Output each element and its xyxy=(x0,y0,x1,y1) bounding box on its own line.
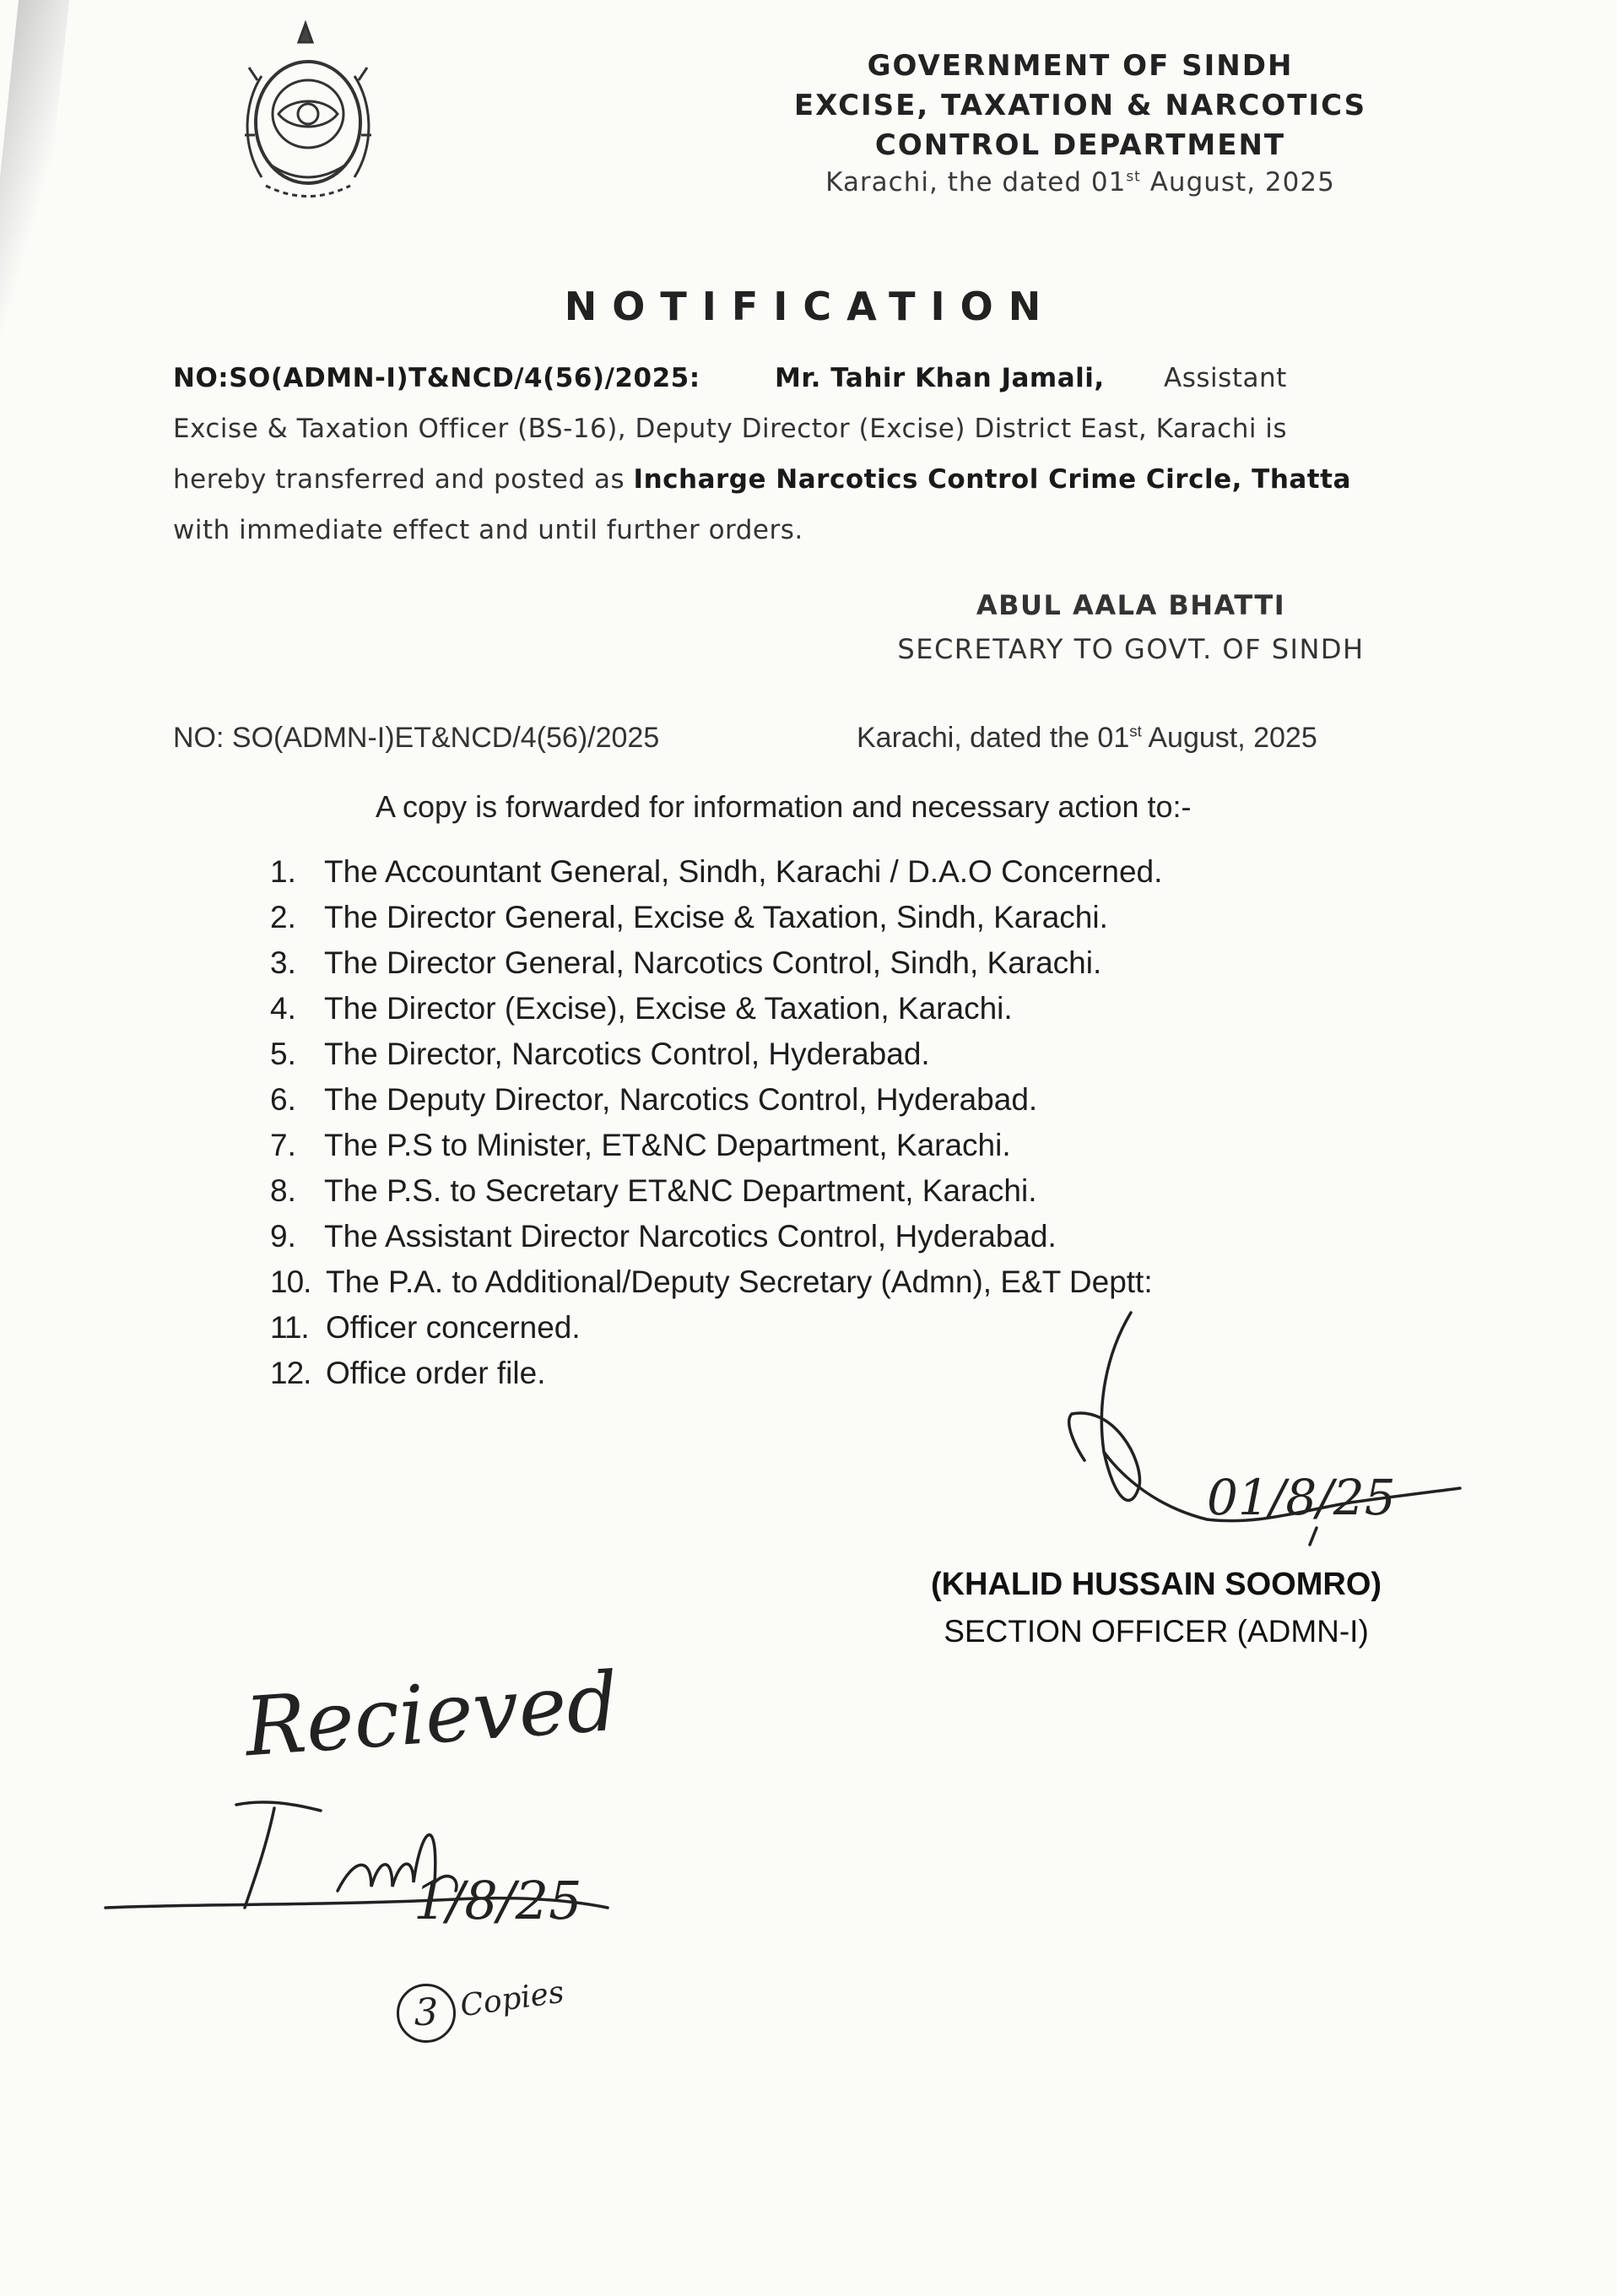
recipient-number: 12. xyxy=(270,1356,311,1390)
header-line-government: GOVERNMENT OF SINDH xyxy=(867,49,1294,83)
recipient-text: The P.S to Minister, ET&NC Department, Karachi. xyxy=(324,1128,1011,1162)
recipient-text: The Director (Excise), Excise & Taxation, Karachi. xyxy=(324,991,1013,1026)
recipient-text: The Assistant Director Narcotics Control, Hyderabad. xyxy=(324,1219,1057,1254)
section-officer-name: (KHALID HUSSAIN SOOMRO) xyxy=(930,1567,1382,1602)
header-line-control: CONTROL DEPARTMENT xyxy=(874,128,1286,162)
section-officer-signature-date: 01/8/25 xyxy=(1207,1469,1396,1526)
copies-count-circled: 3 xyxy=(397,1984,456,2043)
recipient-text: The Director General, Excise & Taxation, Sindh, Karachi. xyxy=(324,900,1108,934)
receiver-date: 1/8/25 xyxy=(414,1870,582,1931)
header-line-department: EXCISE, TAXATION & NARCOTICS xyxy=(793,89,1367,122)
notification-line-4: with immediate effect and until further orders. xyxy=(173,515,803,545)
recipient-item xyxy=(270,1310,1162,1356)
recipient-item xyxy=(270,1264,1162,1310)
recipient-item xyxy=(270,1037,1162,1082)
secretary-designation: SECRETARY TO GOVT. OF SINDH xyxy=(897,633,1365,665)
recipient-item xyxy=(270,1219,1162,1264)
recipient-item xyxy=(270,1082,1162,1128)
recipient-text: The Deputy Director, Narcotics Control, Hyderabad. xyxy=(324,1082,1038,1117)
recipient-number: 8. xyxy=(270,1173,296,1208)
recipient-number: 5. xyxy=(270,1037,296,1071)
recipient-number: 10. xyxy=(270,1264,311,1299)
recipient-text: The P.A. to Additional/Deputy Secretary (Admn), E&T Deptt: xyxy=(326,1264,1153,1299)
recipient-number: 6. xyxy=(270,1082,296,1117)
government-seal-icon xyxy=(211,17,405,215)
recipient-number: 3. xyxy=(270,945,296,980)
recipient-item xyxy=(270,1128,1162,1173)
scan-shadow-edge xyxy=(0,0,69,355)
notification-line-1: NO:SO(ADMN-I)T&NCD/4(56)/2025: Mr. Tahir Khan Jamali, Assistant xyxy=(173,363,1287,393)
recipient-item xyxy=(270,945,1162,991)
copy-forwarded-intro: A copy is forwarded for information and necessary action to:- xyxy=(376,789,1192,824)
endorsement-date: Karachi, dated the 01st August, 2025 xyxy=(857,722,1317,754)
recipient-text: Officer concerned. xyxy=(326,1310,581,1345)
recipient-number: 9. xyxy=(270,1219,296,1254)
recipient-text: The Director General, Narcotics Control, Sindh, Karachi. xyxy=(324,945,1102,980)
notification-title: NOTIFICATION xyxy=(564,284,1057,329)
recipient-number: 7. xyxy=(270,1128,296,1162)
header-dateline: Karachi, the dated 01st August, 2025 xyxy=(825,167,1335,198)
received-handwritten-note: Recieved xyxy=(241,1654,622,1775)
section-officer-designation: SECTION OFFICER (ADMN-I) xyxy=(944,1614,1369,1649)
notification-line-3: hereby transferred and posted as Incharge Narcotics Control Crime Circle, Thatta xyxy=(173,464,1351,495)
recipient-number: 1. xyxy=(270,854,296,889)
recipient-item xyxy=(270,854,1162,900)
recipient-list xyxy=(270,854,1162,1401)
copies-label: Copies xyxy=(457,1974,566,2024)
recipient-number: 2. xyxy=(270,900,296,934)
recipient-item xyxy=(270,900,1162,945)
secretary-name: ABUL AALA BHATTI xyxy=(976,589,1286,621)
recipient-number: 11. xyxy=(270,1310,309,1345)
recipient-text: Office order file. xyxy=(326,1356,546,1390)
recipient-item xyxy=(270,1356,1162,1401)
recipient-text: The P.S. to Secretary ET&NC Department, Karachi. xyxy=(324,1173,1037,1208)
recipient-item xyxy=(270,1173,1162,1219)
recipient-item xyxy=(270,991,1162,1037)
notification-line-2: Excise & Taxation Officer (BS-16), Deputy Director (Excise) District East, Karachi is xyxy=(173,414,1288,444)
recipient-text: The Accountant General, Sindh, Karachi / D.A.O Concerned. xyxy=(324,854,1163,889)
recipient-text: The Director, Narcotics Control, Hyderabad. xyxy=(324,1037,930,1071)
recipient-number: 4. xyxy=(270,991,296,1026)
endorsement-ref-no: NO: SO(ADMN-I)ET&NCD/4(56)/2025 xyxy=(173,722,660,754)
